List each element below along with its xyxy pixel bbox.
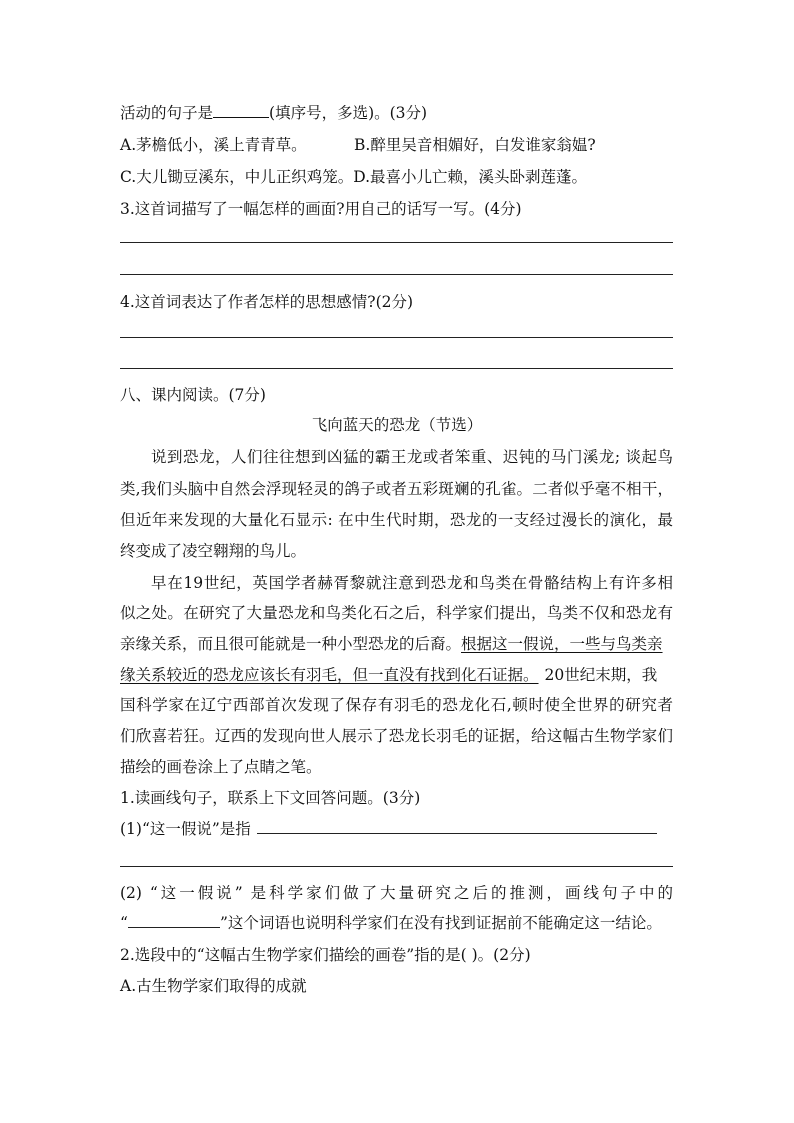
answer-line[interactable] (120, 274, 673, 275)
question-2-line (120, 102, 427, 124)
passage-line: 说到恐龙，人们往往想到凶猛的霸王龙或者笨重、迟钝的马门溪龙; 谈起鸟 (151, 448, 673, 466)
answer-line[interactable] (257, 819, 657, 834)
passage-line-mixed (120, 664, 657, 686)
options-ab-line (120, 134, 596, 156)
question-1-1 (120, 818, 657, 840)
question-4: 4.这首词表达了作者怎样的思想感情?(2分) (120, 293, 414, 311)
underlined-sentence: 缘关系较近的恐龙应该长有羽毛，但一直没有找到化石证据。 (120, 666, 539, 684)
passage-line: 国科学家在辽宁西部首次发现了保存有羽毛的恐龙化石,顿时使全世界的研究者 (120, 696, 673, 714)
passage-line: 早在19世纪，英国学者赫胥黎就注意到恐龙和鸟类在骨骼结构上有许多相 (151, 574, 673, 592)
question-1-2-text: ”这个词语也说明科学家们在没有找到证据前不能确定这一结论。 (219, 914, 662, 932)
passage-text: 亲缘关系，而且很可能就是一种小型恐龙的后裔。 (120, 635, 462, 653)
passage-line: 但近年来发现的大量化石显示: 在中生代时期，恐龙的一支经过漫长的演化，最 (120, 511, 673, 529)
answer-line[interactable] (120, 337, 673, 338)
passage-line: 终变成了凌空翱翔的鸟儿。 (120, 542, 307, 560)
answer-line[interactable] (120, 242, 673, 243)
question-2: 2.选段中的“这幅古生物学家们描绘的画卷”指的是( )。(2分) (120, 946, 531, 964)
section-heading: 八、课内阅读。(7分) (120, 386, 266, 404)
passage-text: 20世纪末期，我 (544, 666, 658, 684)
option-d: D.最喜小儿亡赖，溪头卧剥莲蓬。 (353, 168, 588, 186)
question-2-suffix: (填序号，多选)。(3分) (269, 104, 428, 122)
answer-line[interactable] (120, 368, 673, 369)
question-1-1-text: (1)“这一假说”是指 (120, 820, 251, 838)
answer-line[interactable] (120, 866, 673, 867)
question-2-option-a: A.古生物学家们取得的成就 (120, 977, 307, 995)
passage-line: 们欣喜若狂。辽西的发现向世人展示了恐龙长羽毛的证据，给这幅古生物学家们 (120, 727, 673, 745)
option-c: C.大儿锄豆溪东，中儿正织鸡笼。 (120, 168, 354, 186)
option-b: B.醉里吴音相媚好，白发谁家翁媪? (354, 136, 596, 154)
underlined-sentence: 根据这一假说，一些与鸟类亲 (461, 635, 663, 653)
quote-open: “ (120, 914, 128, 932)
options-cd-line (120, 166, 587, 188)
passage-line: 类,我们头脑中自然会浮现轻灵的鸽子或者五彩斑斓的孔雀。二者似乎毫不相干， (120, 480, 673, 498)
passage-line: 似之处。在研究了大量恐龙和鸟类化石之后，科学家们提出，鸟类不仅和恐龙有 (120, 604, 673, 622)
passage-line: 描绘的画卷涂上了点睛之笔。 (120, 758, 322, 776)
passage-title: 飞向蓝天的恐龙（节选） (311, 416, 483, 434)
passage-line-mixed (120, 633, 663, 655)
question-1-2-line: (2) “这一假说” 是科学家们做了大量研究之后的推测，画线句子中的 (120, 884, 673, 902)
option-a: A.茅檐低小，溪上青青草。 (120, 136, 307, 154)
answer-blank[interactable] (213, 103, 269, 118)
question-2-prefix: 活动的句子是 (120, 104, 214, 122)
question-1-2-line (120, 912, 662, 934)
answer-blank[interactable] (128, 913, 220, 928)
question-1: 1.读画线句子，联系上下文回答问题。(3分) (120, 789, 421, 807)
question-3: 3.这首词描写了一幅怎样的画面?用自己的话写一写。(4分) (120, 200, 522, 218)
